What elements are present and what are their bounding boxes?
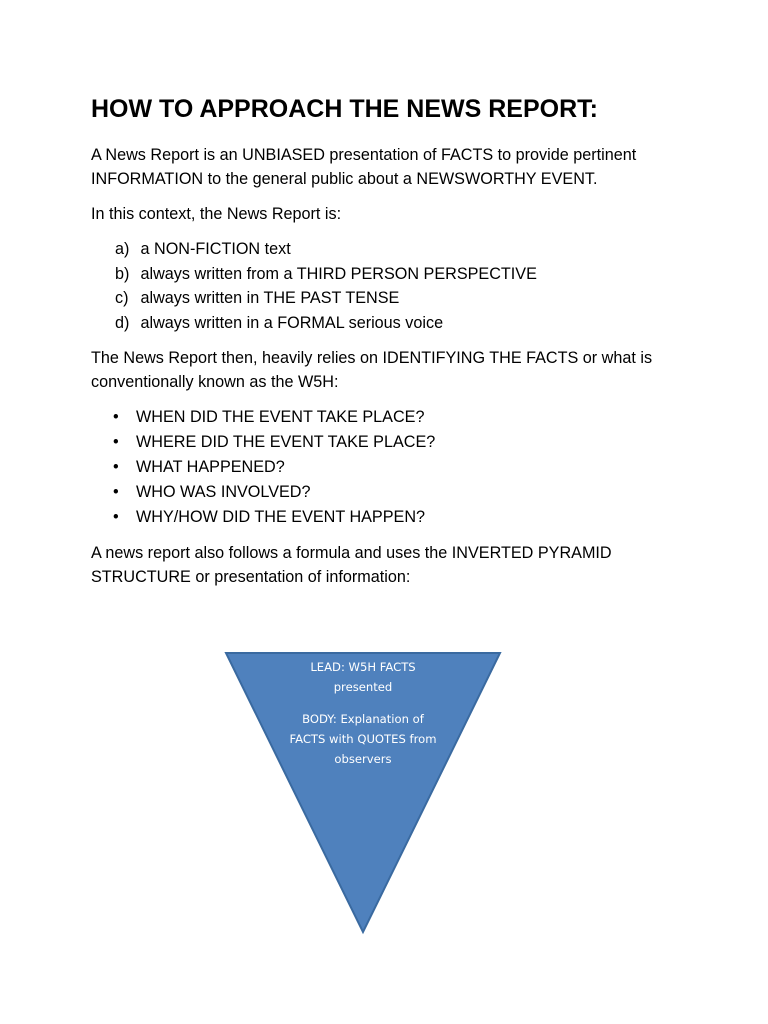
bullet-icon: • xyxy=(113,458,119,476)
traits-list xyxy=(91,237,711,335)
list-item xyxy=(113,480,711,505)
pyramid-lead-text: LEAD: W5H FACTS presented xyxy=(310,660,416,694)
list-item-text: always written in THE PAST TENSE xyxy=(140,289,400,307)
bullet-icon: • xyxy=(113,508,119,526)
list-item-text: always written from a THIRD PERSON PERSPECTIVE xyxy=(140,264,537,283)
facts-paragraph: The News Report then, heavily relies on IDENTIFYING THE FACTS or what is conventionally known as the W5H: xyxy=(91,349,653,391)
formula-paragraph: A news report also follows a formula and uses the INVERTED PYRAMID STRUCTURE or presentation of information: xyxy=(91,544,612,586)
list-item-text: WHEN DID THE EVENT TAKE PLACE? xyxy=(136,408,425,426)
list-item-text: always written in a FORMAL serious voice xyxy=(140,313,444,332)
list-item-text: WHY/HOW DID THE EVENT HAPPEN? xyxy=(136,508,426,526)
bullet-icon: • xyxy=(113,433,119,451)
w5h-questions-list xyxy=(91,405,711,530)
intro-paragraph: A News Report is an UNBIASED presentation of FACTS to provide pertinent INFORMATION to the general public about a NEWSWORTHY EVENT. xyxy=(91,146,637,188)
document-page xyxy=(91,92,711,600)
pyramid-body-text: BODY: Explanation of FACTS with QUOTES from observers xyxy=(289,712,437,766)
list-marker: a) xyxy=(115,240,130,258)
list-item xyxy=(113,455,711,480)
list-marker: c) xyxy=(115,289,129,307)
list-marker: b) xyxy=(115,264,130,283)
list-item-text: WHO WAS INVOLVED? xyxy=(136,483,311,501)
list-item-text: WHERE DID THE EVENT TAKE PLACE? xyxy=(136,433,436,451)
list-item xyxy=(113,430,711,455)
list-item xyxy=(113,405,711,430)
list-item-text: a NON-FICTION text xyxy=(140,240,291,258)
list-item xyxy=(113,505,711,530)
bullet-icon: • xyxy=(113,408,119,426)
pyramid-text xyxy=(283,657,443,781)
list-item xyxy=(115,262,711,287)
list-item xyxy=(115,311,711,336)
document-title: HOW TO APPROACH THE NEWS REPORT: xyxy=(91,95,598,123)
list-item xyxy=(115,237,711,262)
list-item-text: WHAT HAPPENED? xyxy=(136,458,285,476)
context-paragraph: In this context, the News Report is: xyxy=(91,205,342,223)
list-item xyxy=(115,286,711,311)
list-marker: d) xyxy=(115,313,130,332)
bullet-icon: • xyxy=(113,483,119,501)
